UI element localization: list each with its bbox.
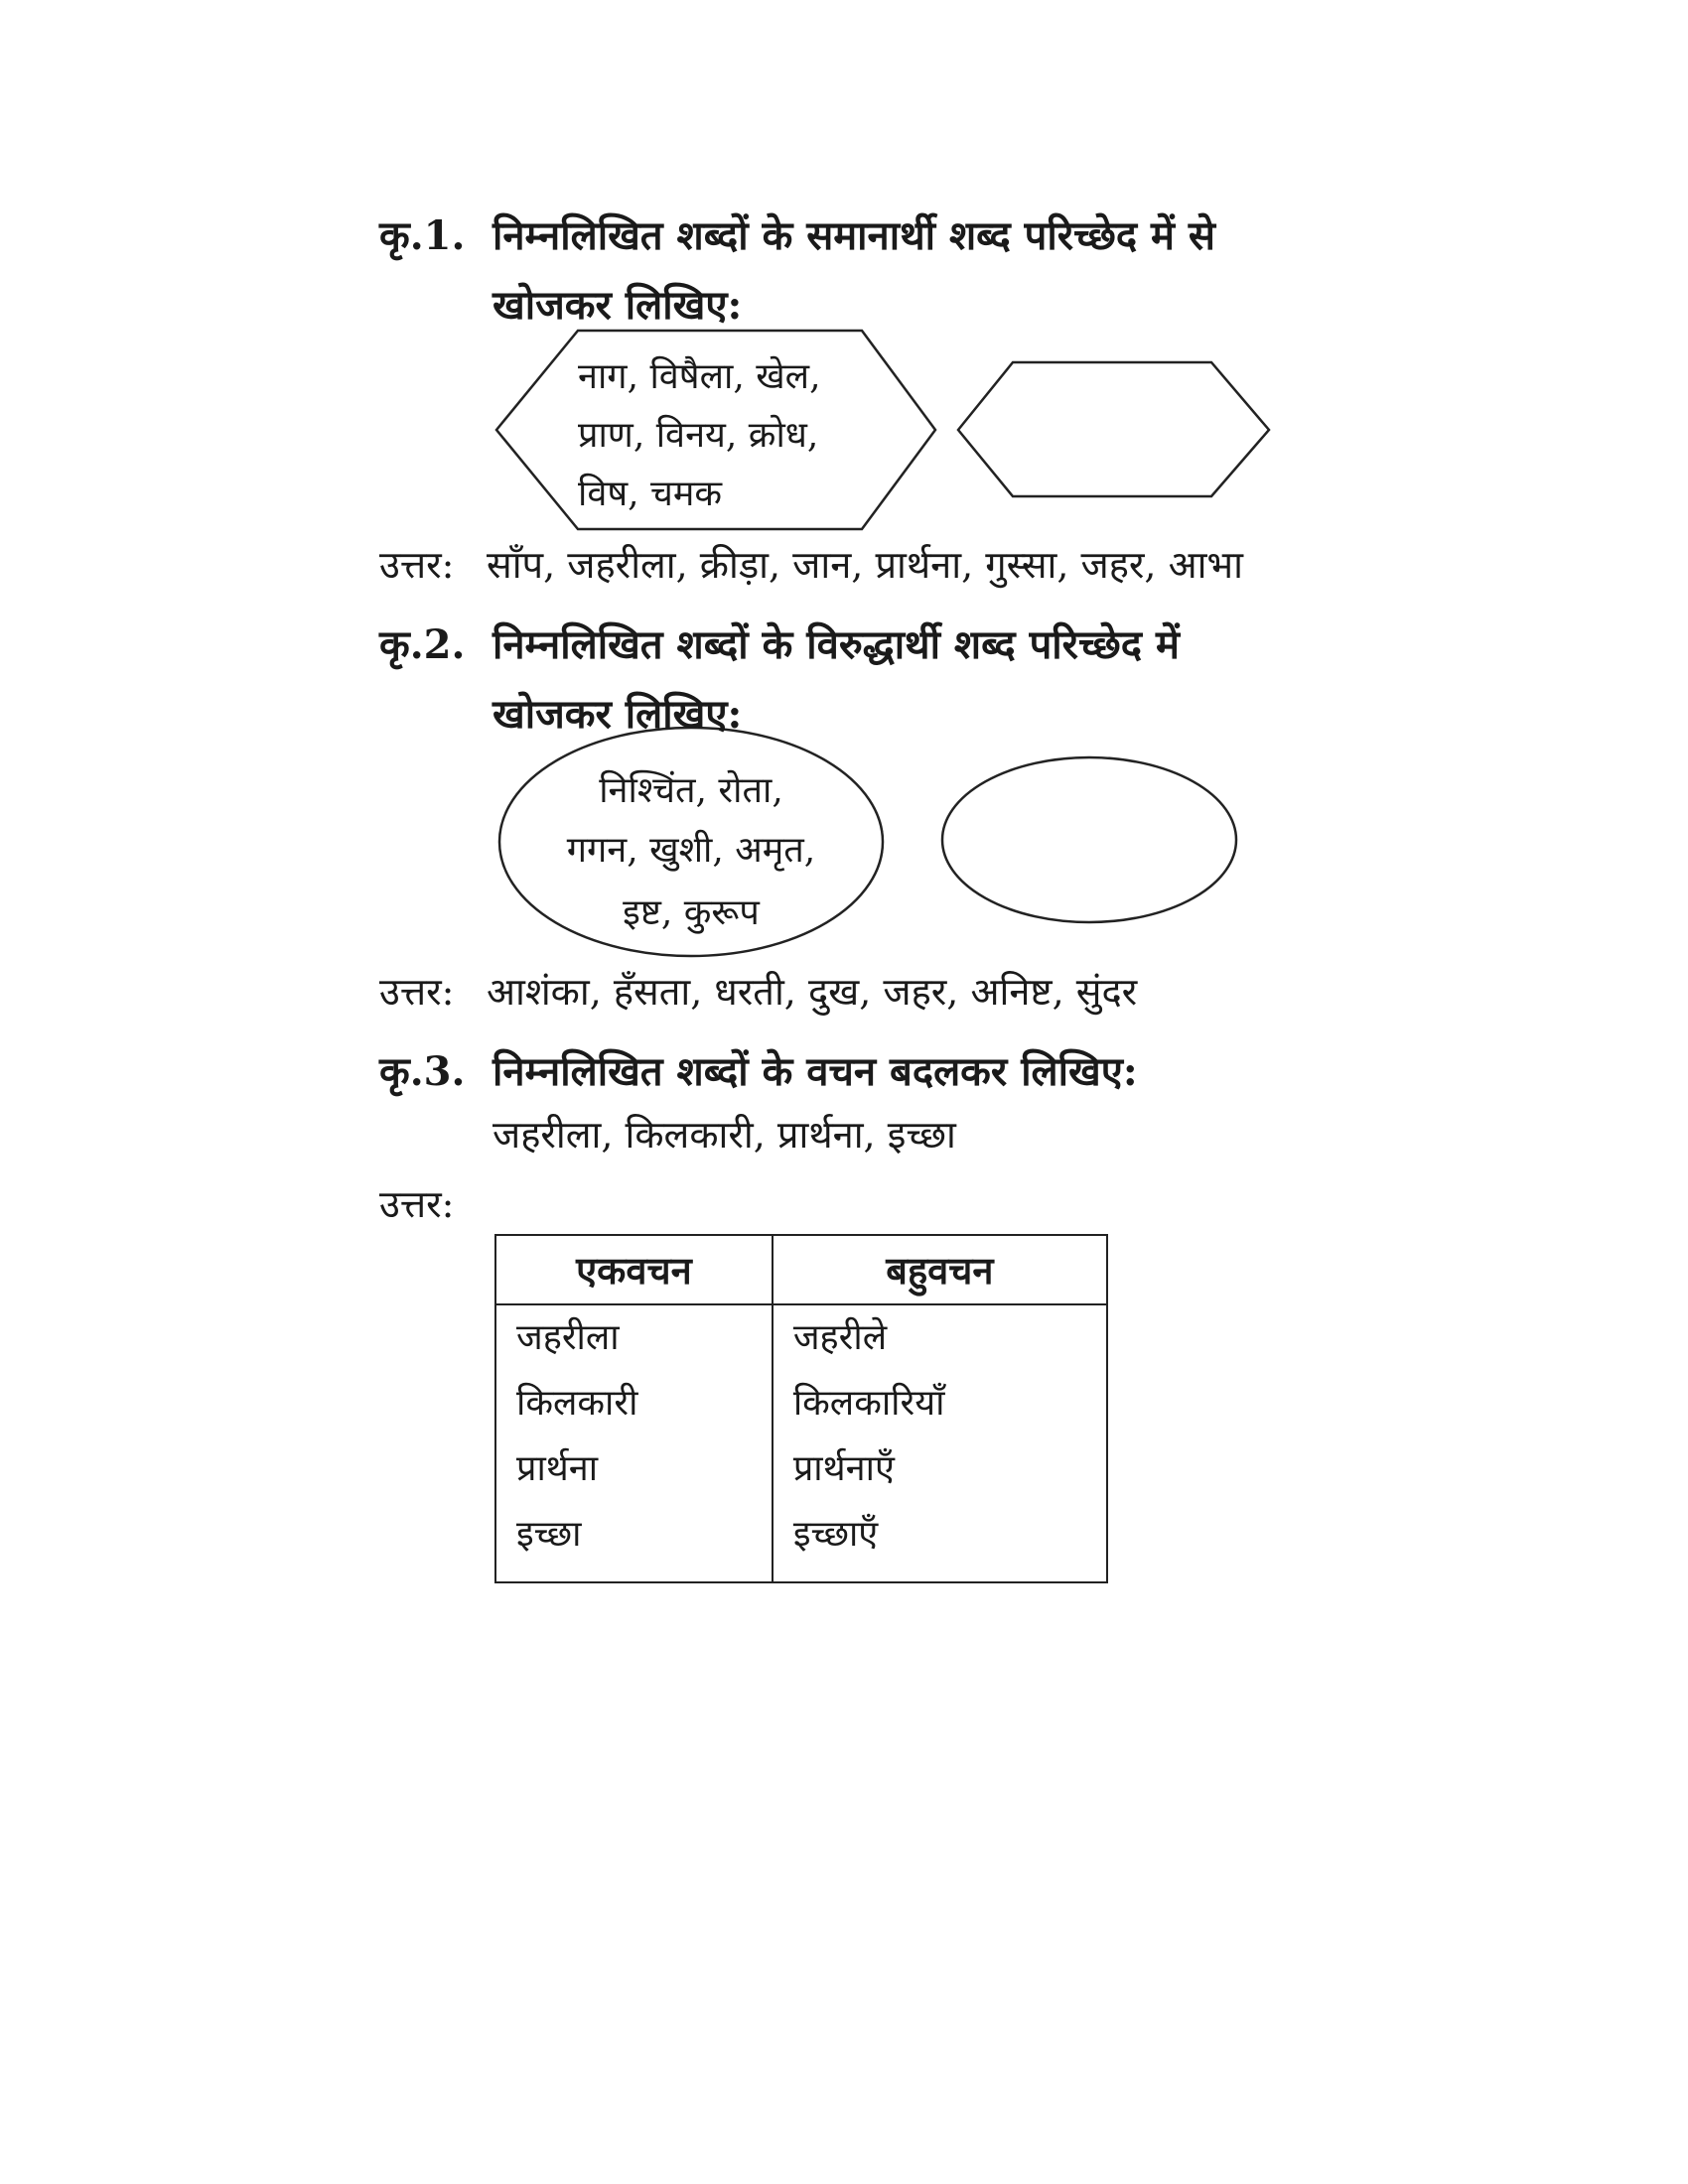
q3-words: जहरीला, किलकारी, प्रार्थना, इच्छा [492,1113,956,1157]
q1-hexagon-empty [958,362,1269,496]
q2-answer-label: उत्तर: [379,970,455,1014]
table-header-row [495,1235,1107,1304]
q1-answer: साँप, जहरीला, क्रीड़ा, जान, प्रार्थना, गुस्सा, जहर, आभा [487,543,1243,587]
q2-words-line3: इष्ट, कुरूप [623,892,760,933]
cell-ekvachan: किलकारी [495,1371,773,1436]
q2-answer: आशंका, हँसता, धरती, दुख, जहर, अनिष्ट, सुंदर [487,970,1138,1014]
q1-question-line1: निम्नलिखित शब्दों के समानार्थी शब्द परिच्छेद में से [492,212,1215,259]
q3-number: कृ.3. [379,1048,466,1095]
cell-ekvachan: प्रार्थना [495,1436,773,1502]
cell-bahuvachan: जहरीले [773,1304,1107,1371]
table-row [495,1304,1107,1371]
table-row [495,1502,1107,1582]
cell-bahuvachan: किलकारियाँ [773,1371,1107,1436]
q2-question-line1: निम्नलिखित शब्दों के विरुद्धार्थी शब्द परिच्छेद में [492,621,1180,668]
q3-question-line1: निम्नलिखित शब्दों के वचन बदलकर लिखिए: [492,1048,1138,1095]
cell-bahuvachan: प्रार्थनाएँ [773,1436,1107,1502]
q1-words-line2: प्राण, विनय, क्रोध, [578,415,819,456]
q1-number: कृ.1. [379,212,466,259]
q3-answer-label: उत्तर: [379,1182,455,1226]
header-ekvachan: एकवचन [495,1235,773,1304]
table-row [495,1436,1107,1502]
q1-words-line1: नाग, विषैला, खेल, [578,356,821,397]
cell-ekvachan: जहरीला [495,1304,773,1371]
q2-words-line1: निश्चिंत, रोता, [599,770,783,811]
q1-answer-label: उत्तर: [379,543,455,587]
vachan-table [494,1234,1108,1583]
table-row [495,1371,1107,1436]
q2-number: कृ.2. [379,621,466,668]
q2-words-line2: गगन, खुशी, अमृत, [566,830,816,871]
q2-question-line2: खोजकर लिखिए: [492,691,743,738]
header-bahuvachan: बहुवचन [773,1235,1107,1304]
q1-words-line3: विष, चमक [578,474,723,514]
q2-ellipse-empty [942,757,1236,922]
q1-question-line2: खोजकर लिखिए: [492,282,743,329]
cell-bahuvachan: इच्छाएँ [773,1502,1107,1582]
cell-ekvachan: इच्छा [495,1502,773,1582]
